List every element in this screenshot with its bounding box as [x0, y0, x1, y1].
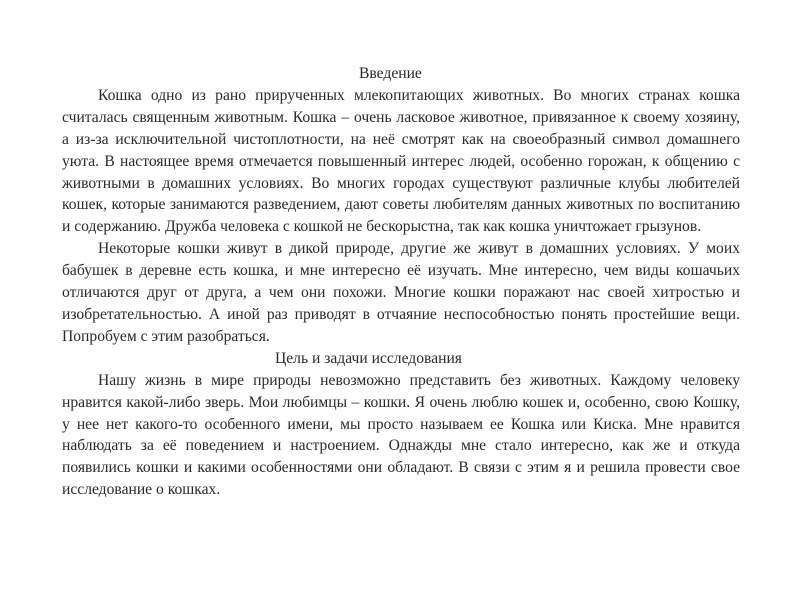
document-body	[62, 63, 740, 501]
intro-paragraph-2: Некоторые кошки живут в дикой природе, другие же живут в домашних условиях. У моих бабушек в деревне есть кошка, и мне интересно её изучать. Мне интересно, чем виды кошачьих отличаются друг от друга, а чем они похожи. Многие кошки поражают нас своей хитростью и изобретательностью. А иной раз приводят в отчаяние неспособностью понять простейшие вещи. Попробуем с этим разобраться.	[62, 240, 740, 345]
intro-heading: Введение	[359, 65, 422, 82]
intro-paragraph-1: Кошка одно из рано прирученных млекопитающих животных. Во многих странах кошка считалась священным животным. Кошка – очень ласковое животное, привязанное к своему хозяину, а из-за исключительной чистоплотности, на неё смотрят как на своеобразный символ домашнего уюта. В настоящее время отмечается повышенный интерес людей, особенно горожан, к общению с животными в домашних условиях. Во многих городах существуют различные клубы любителей кошек, которые занимаются разведением, дают советы любителям данных животных по воспитанию и содержанию. Дружба человека с кошкой не бескорыстна, так как кошка уничтожает грызунов.	[62, 86, 740, 236]
goal-heading: Цель и задачи исследования	[275, 349, 462, 367]
goal-paragraph-1: Нашу жизнь в мире природы невозможно представить без животных. Каждому человеку нравится какой-либо зверь. Мои любимцы – кошки. Я очень люблю кошек и, особенно, свою Кошку, у нее нет какого-то особенного имени, мы просто называем ее Кошка или Киска. Мне нравится наблюдать за её поведением и настроением. Однажды мне стало интересно, как же и откуда появились кошки и какими особенностями они обладают. В связи с этим я и решила провести свое исследование о кошках.	[62, 371, 740, 499]
